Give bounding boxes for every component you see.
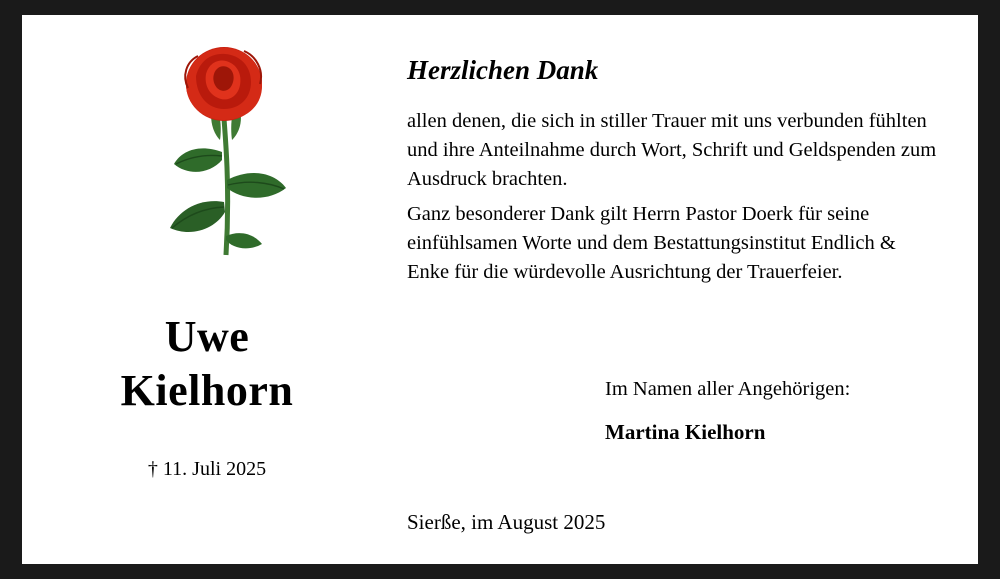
- right-column: [407, 15, 967, 564]
- place-and-date: Sierße, im August 2025: [407, 510, 606, 534]
- red-rose-illustration: [152, 40, 312, 270]
- deceased-first-name: Uwe: [164, 312, 250, 361]
- thanks-heading: Herzlichen Dank: [407, 55, 599, 85]
- death-date: † 11. Juli 2025: [147, 458, 267, 480]
- thanks-paragraph-1: allen denen, die sich in stiller Trauer mit uns verbunden fühlten und ihre Anteilnahme durch Wort, Schrift und Geldspenden zum Ausdruck brachten.: [407, 110, 937, 191]
- deceased-name: [22, 310, 392, 417]
- family-signature-name: Martina Kielhorn: [605, 419, 766, 444]
- left-column: [22, 15, 392, 564]
- obituary-card: [22, 15, 978, 564]
- closing-line: Im Namen aller Angehörigen:: [605, 378, 851, 400]
- deceased-last-name: Kielhorn: [120, 365, 294, 415]
- closing-block: [605, 375, 965, 445]
- thanks-paragraph-2: Ganz besonderer Dank gilt Herrn Pastor Doerk für seine einfühlsamen Worte und dem Bestattungsinstitut Endlich & Enke für die würdevolle Ausrichtung der Trauerfeier.: [407, 203, 896, 284]
